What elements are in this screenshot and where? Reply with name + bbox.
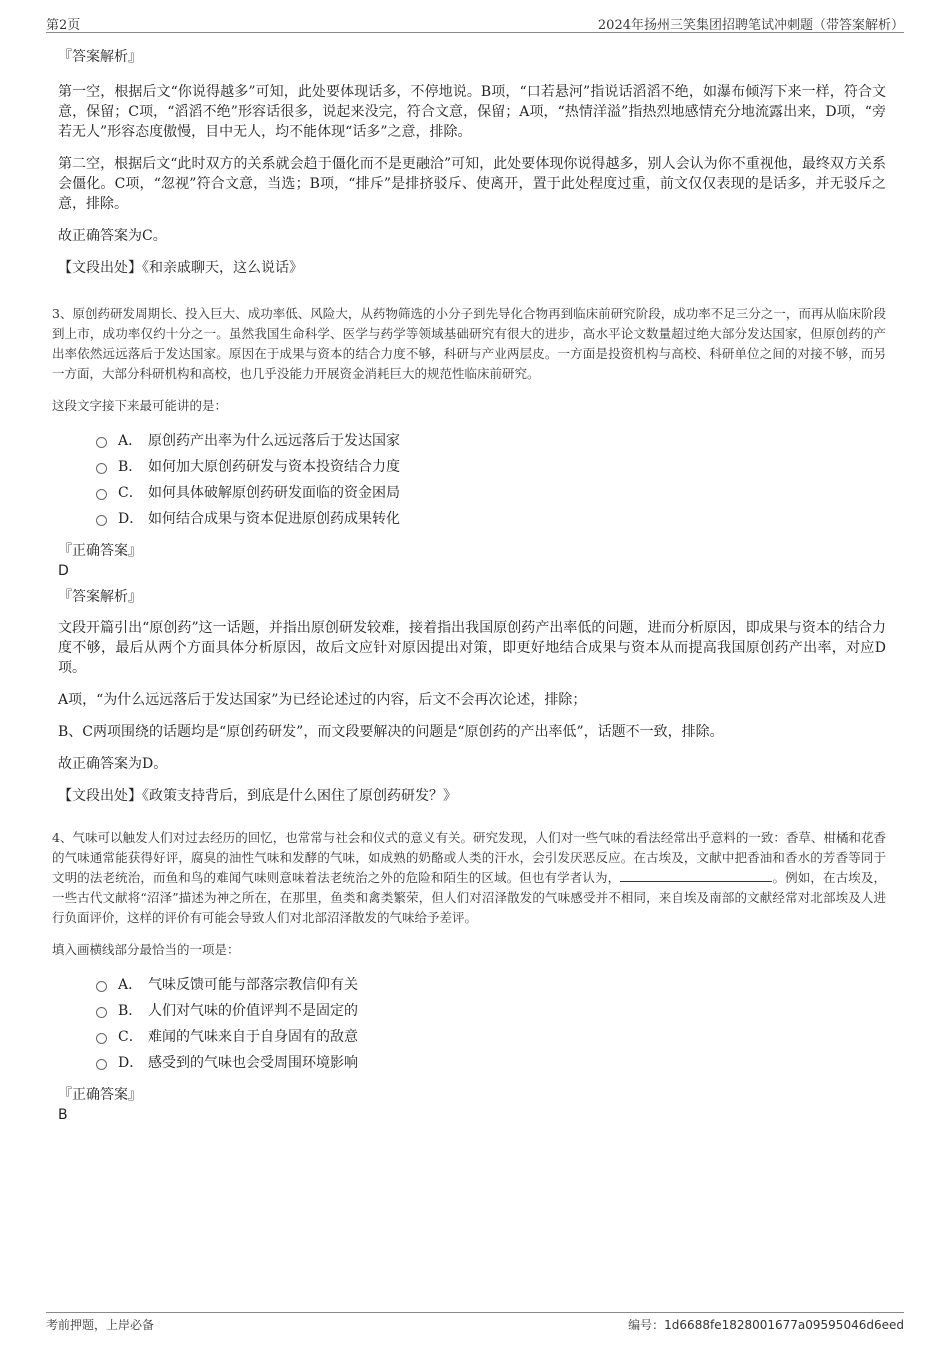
q3-option-d[interactable]: D． 如何结合成果与资本促进原创药成果转化 <box>94 506 886 532</box>
page-footer <box>46 1312 904 1335</box>
q2-conclusion: 故正确答案为C。 <box>58 228 167 244</box>
q2-analysis-tag: 『答案解析』 <box>58 49 142 65</box>
q3-conclusion: 故正确答案为D。 <box>58 756 168 772</box>
q3-option-c[interactable]: C． 如何具体破解原创药研发面临的资金困局 <box>94 480 886 506</box>
q4-option-a[interactable]: A． 气味反馈可能与部落宗教信仰有关 <box>94 972 886 998</box>
q3-answer: D <box>58 563 69 579</box>
fill-blank-continued <box>698 869 772 882</box>
q3-analysis-p2: A项，“为什么远远落后于发达国家”为已经论述过的内容，后文不会再次论述，排除； <box>58 692 587 708</box>
page-content <box>52 42 886 1130</box>
q4-option-c[interactable]: C． 难闻的气味来自于自身固有的敌意 <box>94 1024 886 1050</box>
radio-icon[interactable] <box>96 1007 107 1018</box>
radio-icon[interactable] <box>96 489 107 500</box>
q2-analysis-p1: 第一空，根据后文“你说得越多”可知，此处要体现话多，不停地说。B项，“口若悬河”指说话滔滔不绝，如瀑布倾泻下来一样，符合文意，保留；C项，“滔滔不绝”形容话很多，说起来没完，符合文意，保留；A项，“热情洋溢”指热烈地感情充分地流露出来，D项，“旁若无人”形容态度傲慢，目中无人，均不能体现“话多”之意，排除。 <box>58 84 886 140</box>
radio-icon[interactable] <box>96 463 107 474</box>
fill-blank <box>620 869 698 882</box>
q4-answer: B <box>58 1107 68 1123</box>
q3-options <box>94 428 886 532</box>
q4-prompt: 填入画横线部分最恰当的一项是： <box>52 942 240 957</box>
q3-analysis-p1: 文段开篇引出“原创药”这一话题，并指出原创研发较难，接着指出我国原创药产出率低的问题，进而分析原因，即成果与资本的结合力度不够，最后从两个方面具体分析原因，故后文应针对原因提出对策，即更好地结合成果与资本从而提高我国原创药产出率，对应D项。 <box>58 620 886 676</box>
document-code: 编号：1d6688fe1828001677a09595046d6eed <box>628 1318 904 1332</box>
q2-source: 【文段出处】《和亲戚聊天，这么说话》 <box>58 260 303 276</box>
q4-option-b[interactable]: B． 人们对气味的价值评判不是固定的 <box>94 998 886 1024</box>
q3-analysis-tag: 『答案解析』 <box>58 589 142 605</box>
page-number: 第2页 <box>46 18 81 33</box>
q4-answer-tag: 『正确答案』 <box>58 1087 142 1103</box>
q2-analysis-p2: 第二空，根据后文“此时双方的关系就会趋于僵化而不是更融洽”可知，此处要体现你说得越多，别人会认为你不重视他，最终双方关系会僵化。C项，“忽视”符合文意，当选；B项，“排斥”是排挤驳斥、使离开，置于此处程度过重，前文仅仅表现的是话多，并无驳斥之意，排除。 <box>58 156 886 212</box>
radio-icon[interactable] <box>96 515 107 526</box>
q3-analysis-p3: B、C两项围绕的话题均是“原创药研发”，而文段要解决的问题是“原创药的产出率低”，话题不一致，排除。 <box>58 724 724 740</box>
q4-option-d[interactable]: D． 感受到的气味也会受周围环境影响 <box>94 1050 886 1076</box>
q3-prompt: 这段文字接下来最可能讲的是： <box>52 398 228 413</box>
radio-icon[interactable] <box>96 1059 107 1070</box>
q3-stem: 3、原创药研发周期长、投入巨大、成功率低、风险大，从药物筛选的小分子到先导化合物再到临床前研究阶段，成功率不足三分之一，而再从临床阶段到上市，成功率仅约十分之一。虽然我国生命科学、医学与药学等领域基础研究有很大的进步，高水平论文数量超过绝大部分发达国家，但原创药的产出率依然远远落后于发达国家。原因在于成果与资本的结合力度不够，科研与产业两层皮。一方面是投资机构与高校、科研单位之间的对接不够，而另一方面，大部分科研机构和高校，也几乎没能力开展资金消耗巨大的规范性临床前研究。 <box>52 306 886 381</box>
document-title: 2024年扬州三笑集团招聘笔试冲刺题（带答案解析） <box>597 18 904 33</box>
q3-answer-tag: 『正确答案』 <box>58 543 142 559</box>
q4-options <box>94 972 886 1076</box>
footer-motto: 考前押题，上岸必备 <box>46 1318 155 1332</box>
radio-icon[interactable] <box>96 1033 107 1044</box>
q3-source: 【文段出处】《政策支持背后，到底是什么困住了原创药研发？》 <box>58 788 457 804</box>
q4-stem: 4、气味可以触发人们对过去经历的回忆，也常常与社会和仪式的意义有关。研究发现，人们对一些气味的看法经常出乎意料的一致：香草、柑橘和花香的气味通常能获得好评，腐臭的油性气味和发酵的气味，如成熟的奶酪或人类的汗水，会引发厌恶反应。在古埃及，文献中把香油和香水的芳香等同于文明的法老统治，而鱼和鸟的难闻气味则意味着法老统治之外的危险和陌生的区域。但也有学者认为， 。例如，在古埃及，一些古代文献将“沼泽”描述为神之所在，在那里，鱼类和禽类繁荣，但人们对沼泽散发的气味感受并不相同，来自埃及南部的文献经常对北部埃及人进行负面评价，这样的评价有可能会导致人们对北部沼泽散发的气味给予差评。 <box>52 830 886 925</box>
radio-icon[interactable] <box>96 437 107 448</box>
q3-option-a[interactable]: A． 原创药产出率为什么远远落后于发达国家 <box>94 428 886 454</box>
q3-option-b[interactable]: B． 如何加大原创药研发与资本投资结合力度 <box>94 454 886 480</box>
radio-icon[interactable] <box>96 981 107 992</box>
page-header <box>46 12 904 33</box>
